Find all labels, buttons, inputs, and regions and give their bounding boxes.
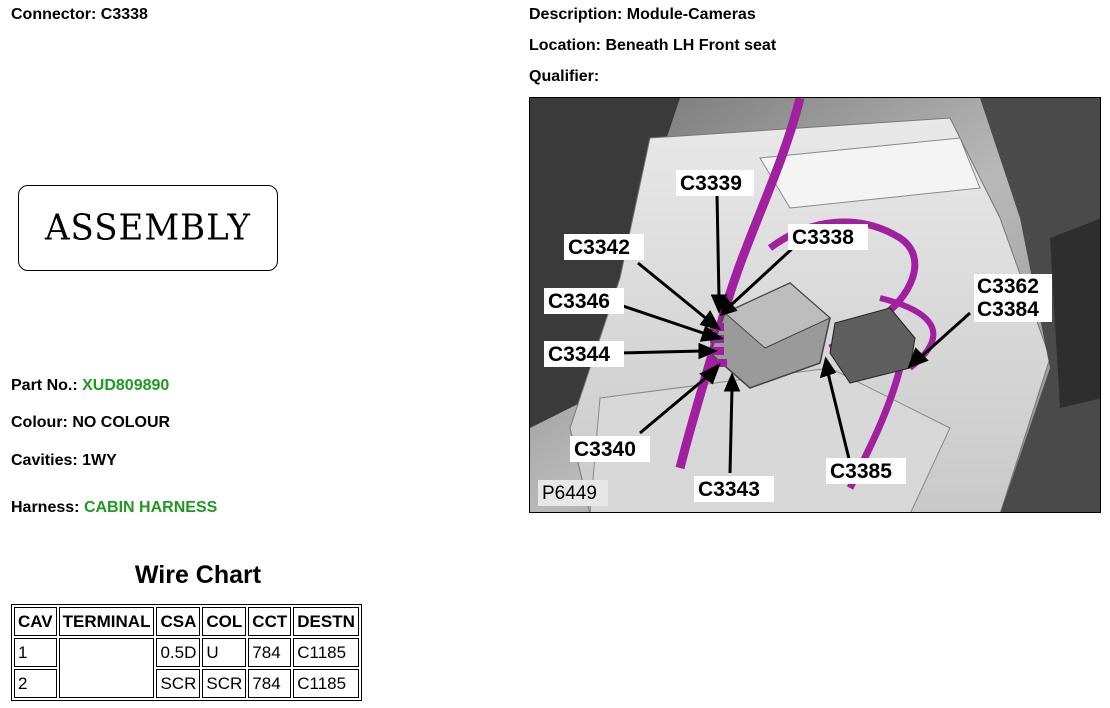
description-label: Description: xyxy=(529,6,623,23)
col-col-header: COL xyxy=(202,607,246,636)
colour-label: Colour: xyxy=(11,414,68,431)
csa-cell: SCR xyxy=(156,669,200,698)
callout-c3344: C3344 xyxy=(548,343,610,366)
harness-label: Harness: xyxy=(11,499,80,516)
location-photo xyxy=(529,97,1101,513)
col-cct-header: CCT xyxy=(248,607,291,636)
callout-c3346: C3346 xyxy=(548,290,610,313)
callout-c3340: C3340 xyxy=(574,438,636,461)
callout-c3342: C3342 xyxy=(568,236,630,259)
connector-label: Connector: xyxy=(11,6,97,23)
callout-c3338: C3338 xyxy=(792,226,854,249)
callout-c3362: C3362 xyxy=(977,275,1039,298)
qualifier-field xyxy=(529,68,599,86)
assembly-image xyxy=(18,185,278,271)
part-no-field xyxy=(11,377,169,395)
cavities-value: 1WY xyxy=(82,452,117,469)
col-csa-header: CSA xyxy=(156,607,200,636)
csa-cell: 0.5D xyxy=(156,638,200,667)
harness-field xyxy=(11,499,217,517)
colour-field xyxy=(11,414,170,432)
cav-cell: 2 xyxy=(14,669,57,698)
location-value: Beneath LH Front seat xyxy=(605,37,777,54)
part-no-link[interactable]: XUD809890 xyxy=(82,377,170,394)
terminal-cell xyxy=(59,638,155,698)
col-cell: U xyxy=(202,638,246,667)
cavities-label: Cavities: xyxy=(11,452,78,469)
colour-value: NO COLOUR xyxy=(72,414,171,431)
wire-chart-header-row xyxy=(14,607,359,636)
assembly-text: ASSEMBLY xyxy=(44,207,251,249)
location-label: Location: xyxy=(529,37,601,54)
figure-id: P6449 xyxy=(542,483,597,504)
col-terminal-header: TERMINAL xyxy=(59,607,155,636)
part-no-label: Part No.: xyxy=(11,377,78,394)
destn-cell: C1185 xyxy=(293,638,359,667)
location-illustration xyxy=(530,98,1101,513)
callout-c3385: C3385 xyxy=(830,460,892,483)
wire-chart-table xyxy=(11,604,362,701)
cavities-field xyxy=(11,452,117,470)
callout-c3339: C3339 xyxy=(680,172,742,195)
location-field xyxy=(529,37,776,55)
callout-c3384: C3384 xyxy=(977,298,1039,321)
col-cell: SCR xyxy=(202,669,246,698)
description-field xyxy=(529,6,756,24)
harness-link[interactable]: CABIN HARNESS xyxy=(83,499,218,516)
description-value: Module-Cameras xyxy=(626,6,756,23)
cav-cell: 1 xyxy=(14,638,57,667)
table-row xyxy=(14,638,359,667)
cct-cell: 784 xyxy=(248,638,291,667)
callout-c3343: C3343 xyxy=(698,478,760,501)
col-destn-header: DESTN xyxy=(293,607,359,636)
cct-cell: 784 xyxy=(248,669,291,698)
qualifier-label: Qualifier: xyxy=(529,68,600,85)
destn-cell: C1185 xyxy=(293,669,359,698)
connector-field xyxy=(11,6,148,24)
wire-chart-title: Wire Chart xyxy=(134,561,262,589)
connector-value: C3338 xyxy=(100,6,148,23)
col-cav-header: CAV xyxy=(14,607,57,636)
